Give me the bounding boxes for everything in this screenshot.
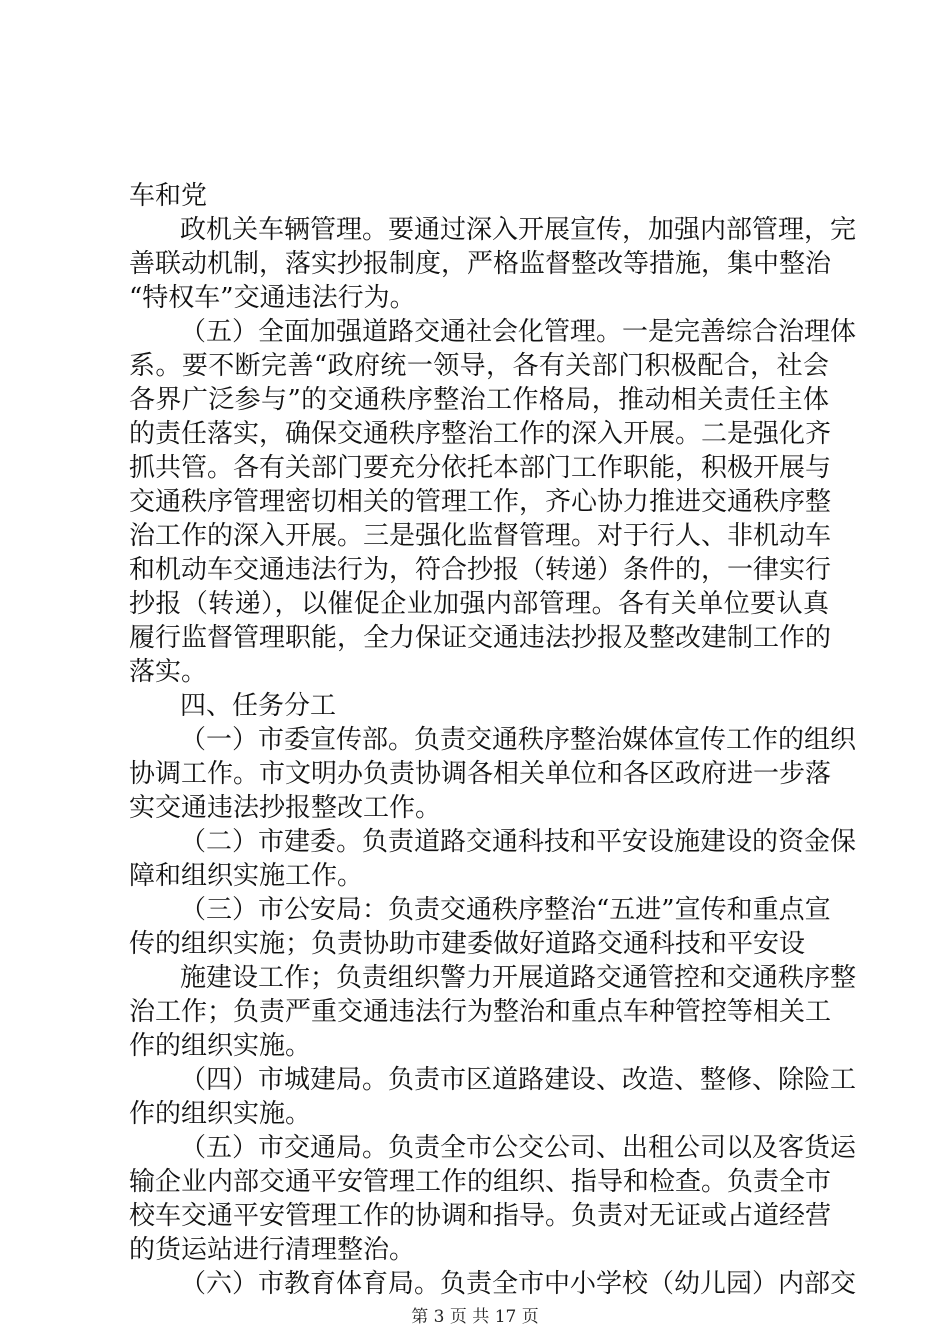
text-line: （四）市城建局。负责市区道路建设、改造、整修、除险工 bbox=[180, 1065, 857, 1095]
text-line: 校车交通平安管理工作的协调和指导。负责对无证或占道经营 bbox=[129, 1201, 832, 1231]
text-line: 实交通违法抄报整改工作。 bbox=[129, 793, 442, 823]
text-line: 协调工作。市文明办负责协调各相关单位和各区政府进一步落 bbox=[129, 759, 832, 789]
text-line: 落实。 bbox=[129, 657, 208, 687]
text-line: （六）市教育体育局。负责全市中小学校（幼儿园）内部交 bbox=[180, 1269, 857, 1299]
text-line: （五）全面加强道路交通社会化管理。一是完善综合治理体 bbox=[180, 317, 857, 347]
text-line: 各界广泛参与”的交通秩序整治工作格局，推动相关责任主体 bbox=[129, 385, 829, 415]
page-number: 第 3 页 共 17 页 bbox=[411, 1307, 539, 1327]
text-line: 车和党 bbox=[129, 181, 208, 211]
text-line: 作的组织实施。 bbox=[129, 1099, 312, 1129]
text-line: 交通秩序管理密切相关的管理工作，齐心协力推进交通秩序整 bbox=[129, 487, 832, 517]
text-line: 的货运站进行清理整治。 bbox=[129, 1235, 416, 1265]
text-line: 善联动机制，落实抄报制度，严格监督整改等措施，集中整治 bbox=[129, 249, 832, 279]
text-line: （三）市公安局：负责交通秩序整治“五进”宣传和重点宣 bbox=[180, 895, 831, 925]
text-line: （一）市委宣传部。负责交通秩序整治媒体宣传工作的组织 bbox=[180, 725, 857, 755]
text-line: 治工作的深入开展。三是强化监督管理。对于行人、非机动车 bbox=[129, 521, 832, 551]
text-line: “特权车”交通违法行为。 bbox=[129, 283, 416, 313]
text-line: 政机关车辆管理。要通过深入开展宣传，加强内部管理，完 bbox=[180, 215, 857, 245]
text-line: （五）市交通局。负责全市公交公司、出租公司以及客货运 bbox=[180, 1133, 857, 1163]
text-line: 和机动车交通违法行为，符合抄报（转递）条件的，一律实行 bbox=[129, 555, 832, 585]
text-line: 抓共管。各有关部门要充分依托本部门工作职能，积极开展与 bbox=[129, 453, 832, 483]
text-line: 输企业内部交通平安管理工作的组织、指导和检查。负责全市 bbox=[129, 1167, 832, 1197]
text-line: 的责任落实，确保交通秩序整治工作的深入开展。二是强化齐 bbox=[129, 419, 832, 449]
text-line: 作的组织实施。 bbox=[129, 1031, 312, 1061]
text-line: 障和组织实施工作。 bbox=[129, 861, 364, 891]
text-line: 施建设工作；负责组织警力开展道路交通管控和交通秩序整 bbox=[180, 963, 857, 993]
section-heading: 四、任务分工 bbox=[180, 691, 337, 721]
text-line: 系。要不断完善“政府统一领导，各有关部门积极配合，社会 bbox=[129, 351, 829, 381]
text-line: 履行监督管理职能，全力保证交通违法抄报及整改建制工作的 bbox=[129, 623, 832, 653]
text-line: 治工作；负责严重交通违法行为整治和重点车种管控等相关工 bbox=[129, 997, 832, 1027]
text-line: 抄报（转递），以催促企业加强内部管理。各有关单位要认真 bbox=[129, 589, 829, 619]
text-line: 传的组织实施；负责协助市建委做好道路交通科技和平安设 bbox=[129, 929, 806, 959]
text-line: （二）市建委。负责道路交通科技和平安设施建设的资金保 bbox=[180, 827, 857, 857]
